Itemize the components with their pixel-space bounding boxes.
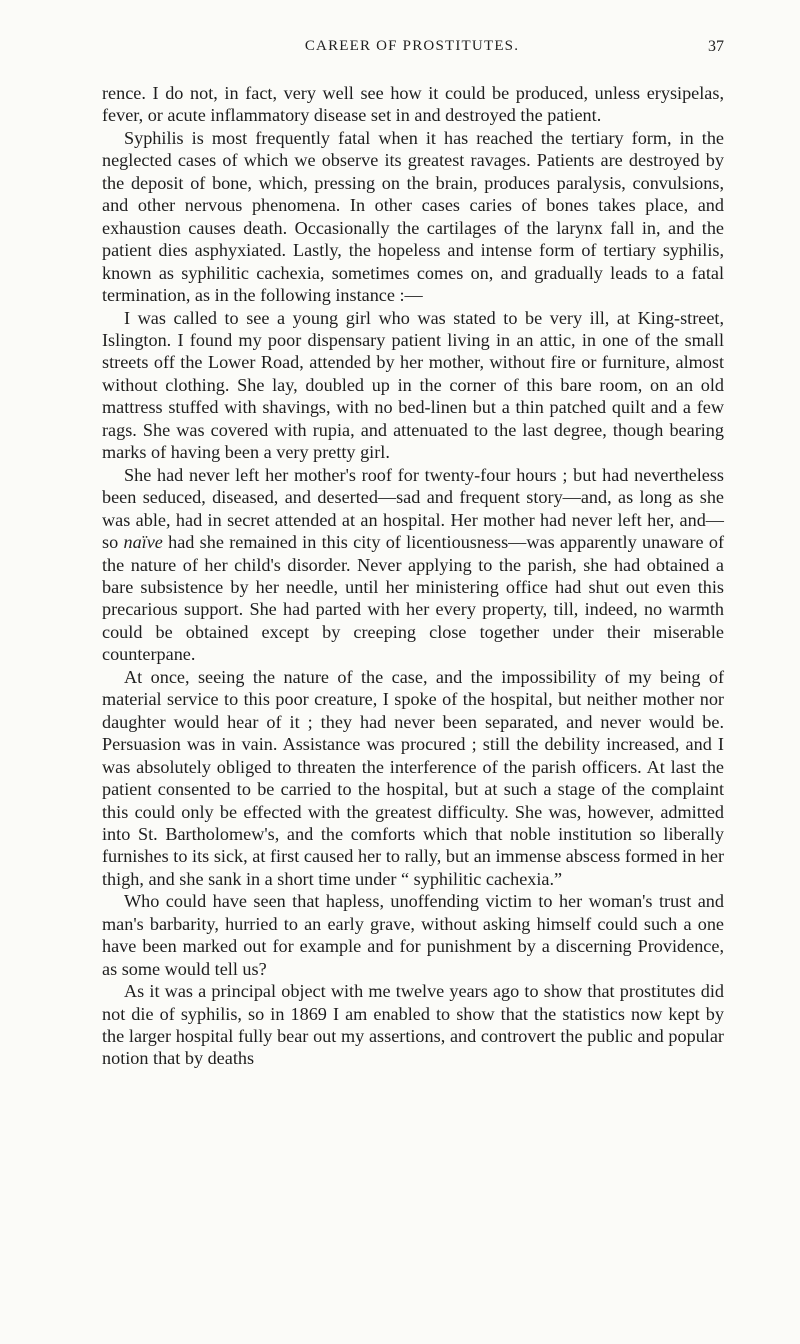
paragraph-reflection: Who could have seen that hapless, unoffending victim to her woman's trust and man's barbarity, hurried to an early grave, without asking himself could such a one have been marked out for example and for punishment by a discerning Providence, as some would tell us? (102, 891, 724, 979)
text-run: She had never left her mother's roof for twenty-four hours ; but had nevertheless been seduced, diseased, and deserted—sad and frequent story—and, as long as she was able, had in secret attended at an hospital. Her mother had never left her, and—so (102, 464, 724, 553)
running-head (100, 38, 724, 62)
running-title: CAREER OF PROSTITUTES. (304, 38, 520, 54)
paragraph-statistics: As it was a principal object with me twelve years ago to show that prostitutes did not die of syphilis, so in 1869 I am enabled to show that the statistics now kept by the larger hospital fully bear out my assertions, and controvert the public and popular notion that by deaths (102, 981, 724, 1069)
paragraph-hospital: At once, seeing the nature of the case, and the impossibility of my being of material service to this poor creature, I spoke of the hospital, but neither mother nor daughter would hear of it ; they had never been separated, and never would be. Persuasion was in vain. Assistance was procured ; still the debility increased, and I was absolutely obliged to threaten the interference of the parish officers. At last the patient consented to be carried to the hospital, but at such a stage of the complaint this could only be effected with the greatest difficulty. She was, however, admitted into St. Bartholomew's, and the comforts which that noble institution so liberally furnishes to its sick, at first caused her to rally, but an immense abscess formed in her thigh, and she sank in a short time under “ syphilitic cachexia.” (102, 666, 724, 889)
paragraph-continued: rence. I do not, in fact, very well see how it could be produced, unless erysipelas, fever, or acute inflammatory disease set in and destroyed the patient. (102, 83, 724, 126)
text-run: had she remained in this city of licentiousness—was apparently unaware of the nature of her child's disorder. Never applying to the parish, she had obtained a bare subsistence by her needle, until her ministering office had shut out even this precarious support. She had parted with her every property, till, indeed, no warmth could be obtained except by creeping close together under their miserable counterpane. (102, 532, 725, 665)
paragraph-syphilis-tertiary: Syphilis is most frequently fatal when it has reached the tertiary form, in the neglected cases of which we observe its greatest ravages. Patients are destroyed by the deposit of bone, which, pressing on the brain, produces paralysis, convulsions, and other nervous phenomena. In other cases caries of bones takes place, and exhaustion causes death. Occasionally the cartilages of the larynx fall in, and the patient dies asphyxiated. Lastly, the hopeless and intense form of tertiary syphilis, known as syphilitic cachexia, sometimes comes on, and gradually leads to a fatal termination, as in the following instance :— (102, 127, 724, 306)
page-number: 37 (708, 38, 724, 55)
paragraph-case-history (102, 464, 724, 666)
body-text (102, 82, 724, 1070)
paragraph-case-description: I was called to see a young girl who was stated to be very ill, at King-street, Islington. I found my poor dispensary patient living in an attic, in one of the small streets off the Lower Road, attended by her mother, without fire or furniture, almost without clothing. She lay, doubled up in the corner of this bare room, on an old mattress stuffed with shavings, with no bed-linen but a thin patched quilt and a few rags. She was covered with rupia, and attenuated to the last degree, though bearing marks of having been a very pretty girl. (102, 307, 724, 463)
italic-word: naïve (123, 532, 163, 553)
